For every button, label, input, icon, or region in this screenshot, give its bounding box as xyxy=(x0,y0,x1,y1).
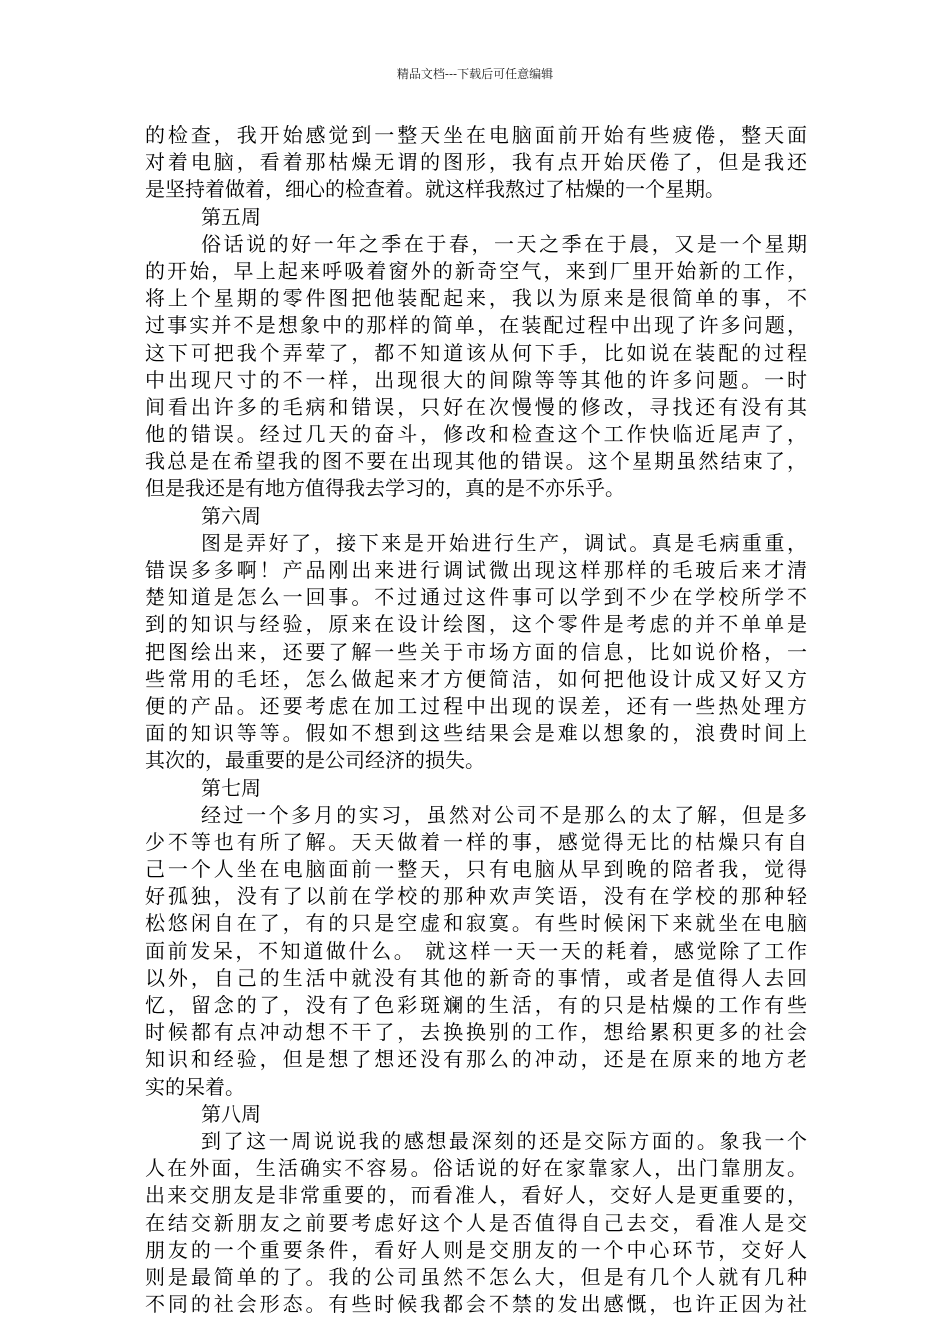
text-line: 人在外面，生活确实不容易。俗话说的好在家靠家人，出门靠朋友。 xyxy=(145,1156,807,1181)
text-line: 好孤独，没有了以前在学校的那种欢声笑语，没有在学校的那种轻 xyxy=(145,884,807,909)
text-line: 的检查，我开始感觉到一整天坐在电脑面前开始有些疲倦，整天面 xyxy=(145,123,807,147)
paragraph-first-line: 俗话说的好一年之季在于春，一天之季在于晨，又是一个星期 xyxy=(201,231,807,256)
text-line: 忆，留念的了，没有了色彩斑斓的生活，有的只是枯燥的工作有些 xyxy=(145,993,807,1017)
text-line: 把图绘出来，还要了解一些关于市场方面的信息，比如说价格，一 xyxy=(145,639,807,664)
paragraph-first-line: 经过一个多月的实习，虽然对公司不是那么的太了解，但是多 xyxy=(201,802,807,827)
text-line: 中出现尺寸的不一样，出现很大的间隙等等其他的许多问题。一时 xyxy=(145,367,807,392)
text-line: 是坚持着做着，细心的检查着。就这样我熬过了枯燥的一个星期。 xyxy=(145,177,725,202)
paragraph-first-line: 到了这一周说说我的感想最深刻的还是交际方面的。象我一个 xyxy=(201,1128,807,1153)
text-line: 楚知道是怎么一回事。不过通过这件事可以学到不少在学校所学不 xyxy=(145,585,807,610)
paragraph-first-line: 图是弄好了，接下来是开始进行生产，调试。真是毛病重重， xyxy=(201,530,807,555)
text-line: 些常用的毛坯，怎么做起来才方便简洁，如何把他设计成又好又方 xyxy=(145,666,807,691)
text-line: 间看出许多的毛病和错误，只好在次慢慢的修改，寻找还有没有其 xyxy=(145,394,807,419)
text-line: 少不等也有所了解。天天做着一样的事，感觉得无比的枯燥只有自 xyxy=(145,829,807,854)
text-line: 对着电脑，看着那枯燥无谓的图形，我有点开始厌倦了，但是我还 xyxy=(145,150,807,175)
text-line: 这下可把我个弄荤了，都不知道该从何下手，比如说在装配的过程 xyxy=(145,340,807,365)
text-line: 他的错误。经过几天的奋斗，修改和检查这个工作快临近尾声了， xyxy=(145,422,807,447)
text-line: 不同的社会形态。有些时候我都会不禁的发出感慨，也许正因为社 xyxy=(145,1292,807,1317)
text-line: 的开始，早上起来呼吸着窗外的新奇空气，来到厂里开始新的工作， xyxy=(145,258,807,283)
text-line: 面的知识等等。假如不想到这些结果会是难以想象的，浪费时间上 xyxy=(145,721,807,746)
text-line: 错误多多啊！产品刚出来进行调试微出现这样那样的毛玻后来才清 xyxy=(145,558,807,582)
text-line: 则是最简单的了。我的公司虽然不怎么大，但是有几个人就有几种 xyxy=(145,1264,807,1289)
text-line: 我总是在希望我的图不要在出现其他的错误。这个星期虽然结束了， xyxy=(145,449,807,474)
text-line: 以外，自己的生活中就没有其他的新奇的事情，或者是值得人去回 xyxy=(145,965,807,990)
section-heading-week8: 第八周 xyxy=(201,1101,261,1126)
text-line: 便的产品。还要考虑在加工过程中出现的误差，还有一些热处理方 xyxy=(145,693,807,718)
text-line: 但是我还是有地方值得我去学习的，真的是不亦乐乎。 xyxy=(145,476,625,501)
section-heading-week7: 第七周 xyxy=(201,775,261,800)
text-line: 过事实并不是想象中的那样的简单，在装配过程中出现了许多问题， xyxy=(145,313,807,338)
text-line: 其次的，最重要的是公司经济的损失。 xyxy=(145,748,485,773)
text-line: 知识和经验，但是想了想还没有那么的冲动，还是在原来的地方老 xyxy=(145,1047,807,1072)
text-line: 松悠闲自在了，有的只是空虚和寂寞。有些时候闲下来就坐在电脑 xyxy=(145,911,807,936)
text-line: 朋友的一个重要条件，看好人则是交朋友的一个中心环节，交好人 xyxy=(145,1237,807,1262)
section-heading-week6: 第六周 xyxy=(201,503,261,528)
text-line: 实的呆着。 xyxy=(145,1074,245,1099)
text-line: 出来交朋友是非常重要的，而看准人，看好人，交好人是更重要的， xyxy=(145,1183,807,1208)
text-line: 己一个人坐在电脑面前一整天，只有电脑从早到晚的陪者我，觉得 xyxy=(145,857,807,882)
page-header: 精品文档---下载后可任意编辑 xyxy=(396,67,554,81)
text-line: 在结交新朋友之前要考虑好这个人是否值得自己去交，看准人是交 xyxy=(145,1210,807,1235)
text-line: 时候都有点冲动想不干了，去换换别的工作，想给累积更多的社会 xyxy=(145,1020,807,1045)
text-line: 到的知识与经验，原来在设计绘图，这个零件是考虑的并不单单是 xyxy=(145,612,807,637)
text-line: 面前发呆，不知道做什么。 就这样一天一天的耗着，感觉除了工作 xyxy=(145,938,807,963)
text-line: 将上个星期的零件图把他装配起来，我以为原来是很简单的事，不 xyxy=(145,286,807,311)
section-heading-week5: 第五周 xyxy=(201,204,261,229)
document-body xyxy=(145,122,807,1318)
